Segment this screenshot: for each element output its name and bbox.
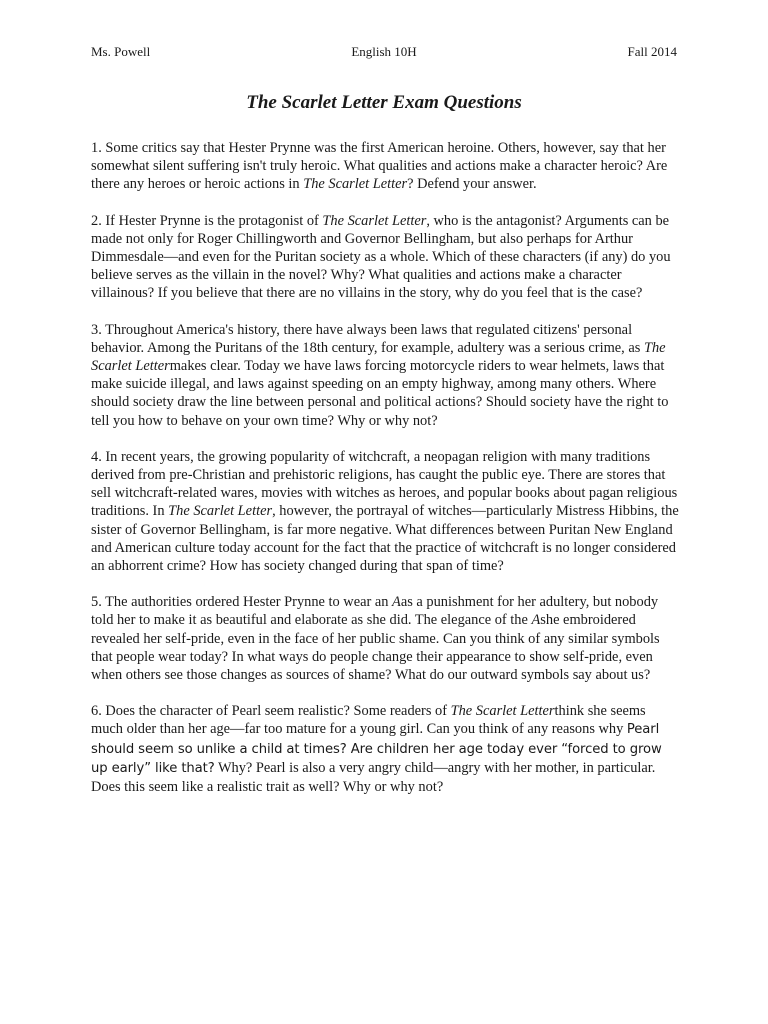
question-1: 1. Some critics say that Hester Prynne was the first American heroine. Others, however, say that her somewhat silent suffering isn't truly heroic. What qualities and actions make a character heroic? Are there any heroes or heroic actions in The Scarlet Letter? Defend your answer.: [91, 140, 668, 193]
term: Fall 2014: [627, 44, 677, 59]
page-title: The Scarlet Letter Exam Questions: [246, 92, 522, 113]
page-header: [91, 44, 677, 64]
teacher-name: Ms. Powell: [91, 44, 151, 59]
question-6: 6. Does the character of Pearl seem realistic? Some readers of The Scarlet Letterthink she seems much older than her age—far too mature for a young girl. Can you think of any reasons why Pearl should seem so unlike a child at times? Are children her age today ever “forced to grow up early” like that? Why? Pearl is also a very angry child—angry with her mother, in particular. Does this seem like a realistic trait as well? Why or why not?: [91, 703, 662, 796]
question-3: 3. Throughout America's history, there have always been laws that regulated citizens' personal behavior. Among the Puritans of the 18th century, for example, adultery was a serious crime, as The Scarlet Lettermakes clear. Today we have laws forcing motorcycle riders to wear helmets, laws that make suicide illegal, and laws against speeding on an empty highway, among many others. Where should society draw the line between personal and political actions? Should society have the right to tell you how to behave on your own time? Why or why not?: [91, 321, 669, 429]
question-4: 4. In recent years, the growing popularity of witchcraft, a neopagan religion with many traditions derived from pre-Christian and prehistoric religions, has caught the public eye. There are stores that sell witchcraft-related wares, movies with witches as heroes, and popular books about pagan religious traditions. In The Scarlet Letter, however, the portrayal of witches—particularly Mistress Hibbins, the sister of Governor Bellingham, is far more negative. What differences between Puritan New England and American culture today account for the fact that the practice of witchcraft is no longer considered an abhorrent crime? How has society changed during that span of time?: [91, 448, 679, 575]
question-2: 2. If Hester Prynne is the protagonist of The Scarlet Letter, who is the antagonist? Arguments can be made not only for Roger Chillingworth and Governor Bellingham, but also perhaps for Arthur Dimmesdale—and even for the Puritan society as a whole. Which of these characters (if any) do you believe serves as the villain in the novel? Why? What qualities and actions make a character villainous? If you believe that there are no villains in the story, why do you feel that is the case?: [91, 212, 671, 302]
question-list: [91, 139, 681, 814]
course-name: English 10H: [351, 44, 417, 59]
question-5: 5. The authorities ordered Hester Prynne to wear an Aas a punishment for her adultery, but nobody told her to make it as beautiful and elaborate as she did. The elegance of the Ashe embroidered revealed her self-pride, even in the face of her public shame. Can you think of any similar symbols that people wear today? In what ways do people change their appearance to show self-pride, even when others see those changes as sources of shame? What do our outward symbols say about us?: [91, 594, 660, 684]
